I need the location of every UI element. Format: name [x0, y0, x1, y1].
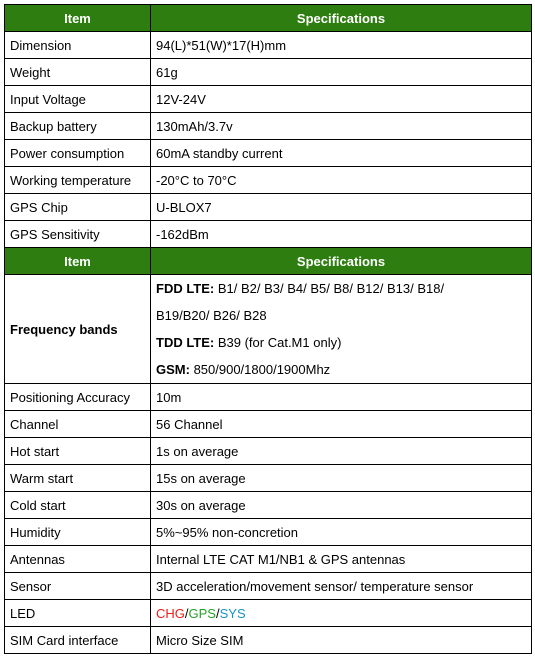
header-specifications: Specifications — [151, 5, 532, 32]
row-label: LED — [5, 600, 151, 627]
row-value: -162dBm — [151, 221, 532, 248]
row-label: Hot start — [5, 438, 151, 465]
row-value: Internal LTE CAT M1/NB1 & GPS antennas — [151, 546, 532, 573]
row-label: Channel — [5, 411, 151, 438]
row-label: Humidity — [5, 519, 151, 546]
fdd-line-2: B19/B20/ B26/ B28 — [156, 308, 267, 323]
spec-table — [4, 4, 532, 654]
table-row — [5, 59, 532, 86]
row-value: 5%~95% non-concretion — [151, 519, 532, 546]
row-value: 56 Channel — [151, 411, 532, 438]
table-row — [5, 86, 532, 113]
tdd-line — [156, 329, 531, 356]
table-header — [5, 248, 532, 275]
row-value: 30s on average — [151, 492, 532, 519]
row-label: SIM Card interface — [5, 627, 151, 654]
fdd-label: FDD LTE: — [156, 281, 215, 296]
row-label: Working temperature — [5, 167, 151, 194]
row-value: 3D acceleration/movement sensor/ temperature sensor — [151, 573, 532, 600]
frequency-bands-row — [5, 275, 532, 384]
tdd-bands: B39 (for Cat.M1 only) — [214, 335, 342, 350]
row-value: Micro Size SIM — [151, 627, 532, 654]
row-label: Power consumption — [5, 140, 151, 167]
row-value: U-BLOX7 — [151, 194, 532, 221]
row-value: 130mAh/3.7v — [151, 113, 532, 140]
table-row — [5, 573, 532, 600]
row-label: Warm start — [5, 465, 151, 492]
row-label: Dimension — [5, 32, 151, 59]
fdd-line — [156, 275, 531, 302]
table-row — [5, 32, 532, 59]
row-label: Input Voltage — [5, 86, 151, 113]
table-row — [5, 546, 532, 573]
table-row — [5, 140, 532, 167]
table-row — [5, 411, 532, 438]
table-row — [5, 194, 532, 221]
table-header — [5, 5, 532, 32]
header-item: Item — [5, 5, 151, 32]
led-separator: / — [184, 605, 189, 621]
row-value: -20°C to 70°C — [151, 167, 532, 194]
gsm-line — [156, 356, 531, 383]
table-row — [5, 384, 532, 411]
table-row — [5, 113, 532, 140]
row-label: Weight — [5, 59, 151, 86]
led-sys: SYS — [219, 605, 246, 621]
table-row — [5, 438, 532, 465]
gsm-label: GSM: — [156, 362, 190, 377]
row-label: Backup battery — [5, 113, 151, 140]
table-row — [5, 465, 532, 492]
row-value: 61g — [151, 59, 532, 86]
led-row — [5, 600, 532, 627]
table-row — [5, 519, 532, 546]
led-separator: / — [215, 605, 220, 621]
row-label: GPS Chip — [5, 194, 151, 221]
header-specifications: Specifications — [151, 248, 532, 275]
led-gps: GPS — [188, 605, 216, 621]
row-label: Antennas — [5, 546, 151, 573]
row-value: 15s on average — [151, 465, 532, 492]
table-row — [5, 492, 532, 519]
row-value: 12V-24V — [151, 86, 532, 113]
row-value: 94(L)*51(W)*17(H)mm — [151, 32, 532, 59]
row-label: Sensor — [5, 573, 151, 600]
header-item: Item — [5, 248, 151, 275]
tdd-label: TDD LTE: — [156, 335, 215, 350]
table-row — [5, 221, 532, 248]
row-label: GPS Sensitivity — [5, 221, 151, 248]
row-label: Frequency bands — [5, 275, 151, 384]
row-value: 60mA standby current — [151, 140, 532, 167]
row-label: Cold start — [5, 492, 151, 519]
gsm-bands: 850/900/1800/1900Mhz — [189, 362, 331, 377]
led-value — [151, 600, 532, 627]
fdd-bands: B1/ B2/ B3/ B4/ B5/ B8/ B12/ B13/ B18/ — [214, 281, 445, 296]
row-value: 1s on average — [151, 438, 532, 465]
spec-sheet — [4, 4, 532, 654]
row-value: 10m — [151, 384, 532, 411]
row-label: Positioning Accuracy — [5, 384, 151, 411]
led-chg: CHG — [156, 605, 185, 621]
sim-row — [5, 627, 532, 654]
frequency-bands-value — [151, 275, 532, 384]
table-row — [5, 167, 532, 194]
